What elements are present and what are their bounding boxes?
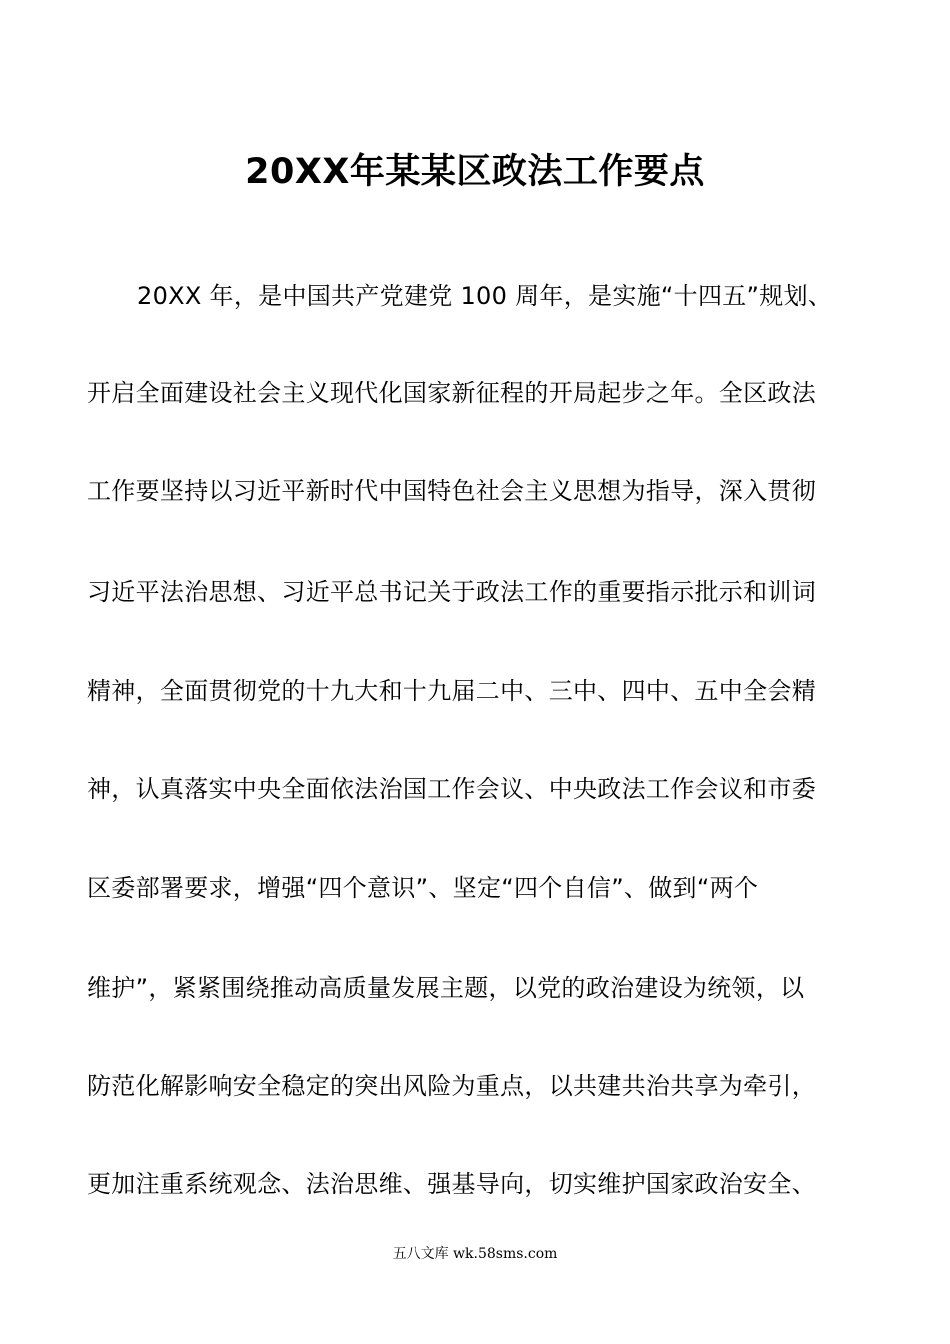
- paragraph-line: 神，认真落实中央全面依法治国工作会议、中央政法工作会议和市委: [87, 775, 816, 803]
- paragraph-line: 区委部署要求，增强“四个意识”、坚定“四个自信”、做到“两个: [87, 874, 759, 902]
- paragraph-line: 防范化解影响安全稳定的突出风险为重点，以共建共治共享为牵引，: [87, 1072, 816, 1100]
- paragraph-line: 维护”，紧紧围绕推动高质量发展主题，以党的政治建设为统领，以: [87, 974, 805, 1002]
- paragraph-line: 更加注重系统观念、法治思维、强基导向，切实维护国家政治安全、: [87, 1170, 816, 1198]
- document-title: 20XX年某某区政法工作要点: [245, 152, 705, 192]
- footer-watermark-text: 五八文库 wk.58sms.com: [392, 1246, 558, 1262]
- paragraph-line: 工作要坚持以习近平新时代中国特色社会主义思想为指导，深入贯彻: [87, 477, 816, 505]
- paragraph-line: 精神，全面贯彻党的十九大和十九届二中、三中、四中、五中全会精: [87, 677, 816, 705]
- paragraph-line: 20XX 年，是中国共产党建党 100 周年，是实施“十四五”规划、: [137, 282, 833, 310]
- paragraph-line: 习近平法治思想、习近平总书记关于政法工作的重要指示批示和训词: [87, 578, 816, 606]
- paragraph-line: 开启全面建设社会主义现代化国家新征程的开局起步之年。全区政法: [87, 379, 816, 407]
